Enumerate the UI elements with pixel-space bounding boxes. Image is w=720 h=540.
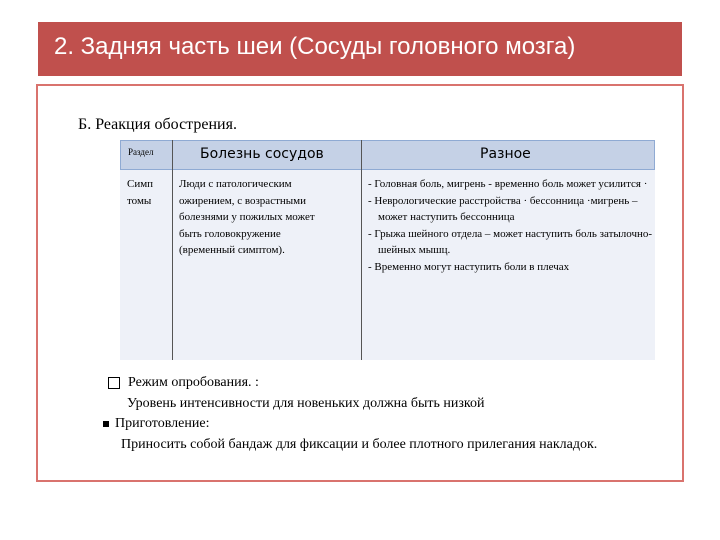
- bullet-label-test-mode: Режим опробования. :: [128, 375, 259, 390]
- bullet-text-preparation: Приносить собой бандаж для фиксации и более плотного прилегания накладок.: [121, 436, 598, 452]
- table-header-misc: Разное: [480, 146, 531, 162]
- vascular-text-line: болезнями у пожилых может: [179, 211, 315, 223]
- misc-list-item: - Головная боль, мигрень - временно боль может усилится ·: [368, 178, 648, 190]
- bullet-item-test-mode: [100, 373, 597, 394]
- vascular-text-line: Люди с патологическим: [179, 178, 292, 190]
- table-header-section: Раздел: [128, 147, 154, 157]
- checkbox-icon: [108, 377, 120, 389]
- section-heading: Б. Реакция обострения.: [78, 116, 237, 133]
- bullet-list: [100, 373, 597, 455]
- table-header-vascular: Болезнь сосудов: [200, 146, 324, 162]
- symptoms-label-line: Симп: [127, 178, 154, 190]
- vascular-text-line: ожирением, с возрастными: [179, 194, 307, 207]
- title-bar: [38, 22, 682, 76]
- vascular-text-line: (временный симптом).: [179, 244, 285, 256]
- square-bullet-icon: [103, 421, 109, 427]
- table-divider-2: [361, 140, 362, 360]
- misc-list-item: - Временно могут наступить боли в плечах: [368, 260, 570, 273]
- table-cell-vascular-text: [179, 176, 359, 259]
- misc-list-item: - Неврологические расстройства · бессонница ·мигрень – может наступить бессонница: [368, 194, 638, 223]
- slide-title: 2. Задняя часть шеи (Сосуды головного мозга): [54, 33, 576, 60]
- table-cell-symptoms-label: [127, 176, 169, 209]
- bullet-text-test-mode: Уровень интенсивности для новеньких должна быть низкой: [127, 395, 485, 411]
- table-divider-1: [172, 140, 173, 360]
- bullet-item-preparation: [100, 414, 597, 435]
- bullet-label-preparation: Приготовление:: [115, 416, 210, 431]
- vascular-text-line: быть головокружение: [179, 227, 281, 240]
- misc-list-item: - Грыжа шейного отдела – может наступить боль затылочно-шейных мышц.: [368, 227, 653, 256]
- table-cell-misc-list: [368, 176, 653, 275]
- symptoms-label-line: томы: [127, 194, 152, 207]
